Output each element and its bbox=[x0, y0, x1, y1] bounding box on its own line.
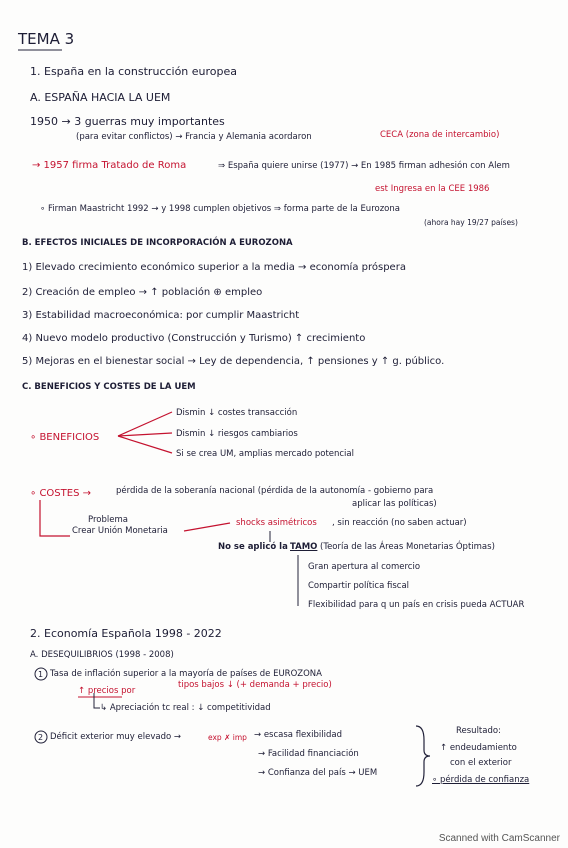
section-2a-heading: A. DESEQUILIBRIOS (1998 - 2008) bbox=[30, 650, 174, 660]
costes-description: pérdida de la soberanía nacional (pérdida de la autonomía - gobierno para bbox=[116, 486, 434, 496]
resultado-item: con el exterior bbox=[450, 758, 512, 768]
beneficio-item: Dismin ↓ costes transacción bbox=[176, 408, 298, 418]
efecto-item: 3) Estabilidad macroeconómica: por cumplir Maastricht bbox=[22, 310, 300, 321]
tamo-label: TAMO bbox=[290, 542, 318, 552]
resultado-label: Resultado: bbox=[456, 726, 501, 736]
deficit-cause: → Facilidad financiación bbox=[258, 749, 359, 759]
item-1-text: Tasa de inflación superior a la mayoría de países de EUROZONA bbox=[50, 669, 322, 679]
efecto-item: 1) Elevado crecimiento económico superior a la media → economía próspera bbox=[22, 262, 406, 273]
tamo-item: Compartir política fiscal bbox=[308, 581, 410, 591]
beneficio-item: Si se crea UM, amplias mercado potencial bbox=[176, 449, 354, 459]
no-se-aplico-label: No se aplicó la bbox=[218, 542, 288, 552]
deficit-cause: → Confianza del país → UEM bbox=[258, 768, 378, 778]
shocks-label: shocks asimétricos bbox=[236, 518, 317, 528]
ceca-note: CECA (zona de intercambio) bbox=[380, 130, 500, 140]
tamo-definition: (Teoría de las Áreas Monetarias Óptimas) bbox=[320, 542, 495, 552]
shocks-arrow bbox=[184, 523, 230, 531]
beneficio-arrow bbox=[118, 412, 172, 436]
exp-imp-note: exp ✗ imp bbox=[208, 733, 247, 742]
item-2-text: Déficit exterior muy elevado → bbox=[50, 732, 182, 742]
tamo-item: Flexibilidad para q un país en crisis pueda ACTUAR bbox=[308, 600, 525, 610]
section-2-heading: 2. Economía Española 1998 - 2022 bbox=[30, 627, 222, 640]
eurozone-count-note: (ahora hay 19/27 países) bbox=[424, 218, 518, 227]
section-1c-heading: C. BENEFICIOS Y COSTES DE LA UEM bbox=[22, 382, 196, 392]
section-1b-heading: B. EFECTOS INICIALES DE INCORPORACIÓN A EUROZONA bbox=[22, 238, 293, 248]
costes-label: ∘ COSTES → bbox=[30, 488, 91, 499]
sin-reaccion-label: , sin reacción (no saben actuar) bbox=[332, 518, 467, 528]
beneficios-label: ∘ BENEFICIOS bbox=[30, 432, 100, 443]
crear-union-label: Crear Unión Monetaria bbox=[72, 526, 168, 536]
apreciacion-hook bbox=[94, 693, 100, 708]
tipos-bajos-note: tipos bajos ↓ (+ demanda + precio) bbox=[178, 680, 332, 690]
efecto-item: 5) Mejoras en el bienestar social → Ley de dependencia, ↑ pensiones y ↑ g. público. bbox=[22, 356, 445, 367]
scanner-watermark: Scanned with CamScanner bbox=[438, 833, 560, 844]
costes-bracket bbox=[40, 500, 70, 536]
resultado-item: ↑ endeudamiento bbox=[440, 743, 517, 753]
line-maastricht: ∘ Firman Maastricht 1992 → y 1998 cumplen objetivos ⇒ forma parte de la Eurozona bbox=[40, 204, 400, 214]
efecto-item: 4) Nuevo modelo productivo (Construcción y Turismo) ↑ crecimiento bbox=[22, 333, 366, 344]
line-1957-spain: ⇒ España quiere unirse (1977) → En 1985 firman adhesión con Alem bbox=[218, 161, 510, 171]
line-1950: 1950 → 3 guerras muy importantes bbox=[30, 115, 225, 128]
resultado-brace bbox=[416, 726, 430, 786]
tamo-item: Gran apertura al comercio bbox=[308, 562, 421, 572]
section-1-heading: 1. España en la construcción europea bbox=[30, 65, 238, 78]
section-1a-heading: A. ESPAÑA HACIA LA UEM bbox=[30, 91, 171, 104]
beneficio-arrow bbox=[118, 436, 172, 453]
line-1950-sub: (para evitar conflictos) → Francia y Alemania acordaron bbox=[76, 132, 312, 142]
line-1957-treaty: → 1957 firma Tratado de Roma bbox=[32, 160, 187, 171]
page-title: TEMA 3 bbox=[18, 30, 75, 48]
costes-description-cont: aplicar las políticas) bbox=[352, 499, 437, 509]
deficit-cause: → escasa flexibilidad bbox=[254, 730, 343, 740]
beneficio-item: Dismin ↓ riesgos cambiarios bbox=[176, 429, 298, 439]
number-2: 2 bbox=[38, 733, 44, 742]
resultado-item: ∘ pérdida de confianza bbox=[432, 775, 530, 785]
beneficio-arrow bbox=[118, 433, 172, 436]
efecto-item: 2) Creación de empleo → ↑ población ⊕ empleo bbox=[22, 287, 263, 298]
number-1: 1 bbox=[38, 670, 44, 679]
cee-entry-note: est Ingresa en la CEE 1986 bbox=[375, 184, 490, 194]
precios-label: ↑ precios por bbox=[78, 686, 136, 696]
apreciacion-line: ↳ Apreciación tc real : ↓ competitividad bbox=[100, 703, 271, 713]
problema-label: Problema bbox=[88, 515, 128, 525]
